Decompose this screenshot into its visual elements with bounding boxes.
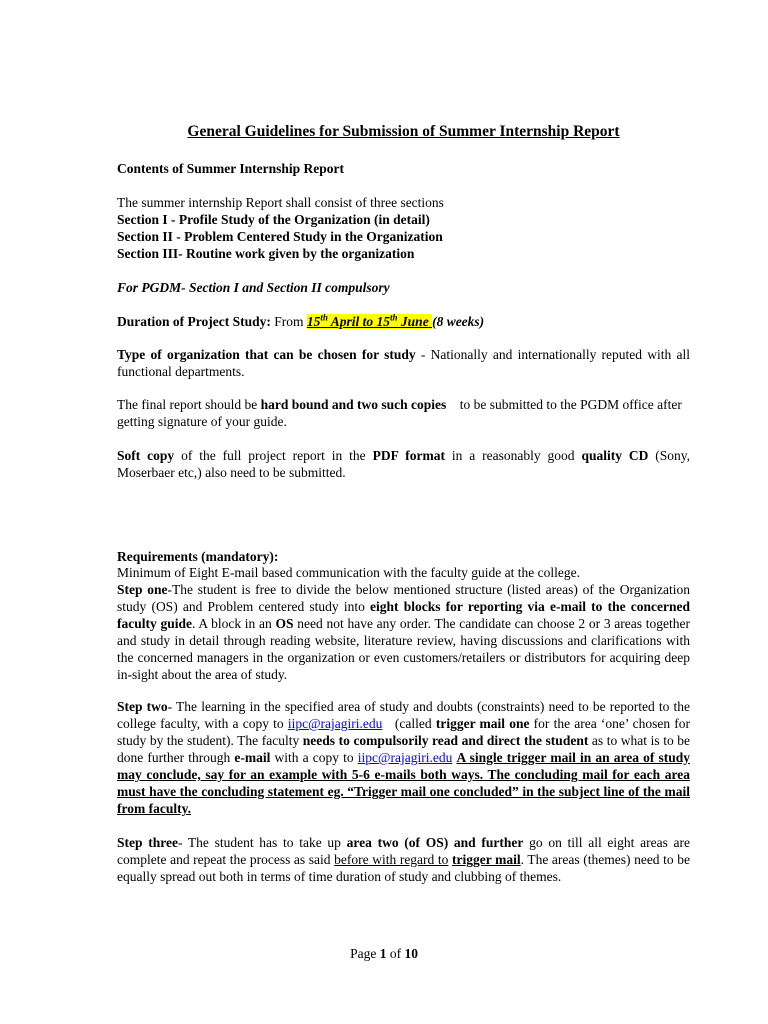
duration-dates: 15th April to 15th June <box>307 314 432 329</box>
step-three-paragraph: Step three- The student has to take up area two (of OS) and further go on till all eight areas are complete and repeat the process as said before with regard to trigger mail. The areas (themes) need to be equally spread out both in terms of time duration of study and clubbing of themes. <box>117 835 691 884</box>
email-link-1[interactable]: iipc@rajagiri.edu <box>287 716 383 731</box>
org-type-paragraph: Type of organization that can be chosen for study - Nationally and internationally reputed with all functional departments. <box>117 347 690 379</box>
page-footer: Page 1 of 10 <box>350 946 418 961</box>
requirements-heading: Requirements (mandatory): <box>117 549 279 564</box>
intro-text: The summer internship Report shall consist of three sections <box>117 195 444 210</box>
requirements-line: Minimum of Eight E-mail based communication with the faculty guide at the college. <box>117 565 581 580</box>
pgdm-note: For PGDM- Section I and Section II compulsory <box>117 280 390 295</box>
duration-label: Duration of Project Study: <box>117 314 271 329</box>
section-3: Section III- Routine work given by the organization <box>117 246 415 261</box>
document-title: General Guidelines for Submission of Summer Internship Report <box>187 123 620 140</box>
email-link-2[interactable]: iipc@rajagiri.edu <box>357 750 453 765</box>
section-1: Section I - Profile Study of the Organization (in detail) <box>117 212 430 227</box>
duration-line: Duration of Project Study: From 15th April to 15th June (8 weeks) <box>117 312 485 329</box>
soft-copy-paragraph: Soft copy of the full project report in the PDF format in a reasonably good quality CD (Sony, Moserbaer etc,) also need to be submitted. <box>117 448 691 480</box>
contents-heading: Contents of Summer Internship Report <box>117 161 345 176</box>
step-one-paragraph: Step one-The student is free to divide the below mentioned structure (listed areas) of the Organization study (OS) and Problem centered study into eight blocks for reporting via e-mail to the concerned faculty guide. A block in an OS need not have any order. The candidate can choose 2 or 3 areas together and study in detail through reading website, literature review, having discussions and clarifications with the concerned managers in the organization or even customers/retailers or distributors for acquiring deep in-sight about the area of study. <box>117 582 690 682</box>
step-two-paragraph: Step two- The learning in the specified area of study and doubts (constraints) need to be reported to the college faculty, with a copy to iipc@rajagiri.edu (called trigger mail one for the area ‘one’ chosen for study by the student). The faculty needs to compulsorily read and direct the student as to what is to be done further through e-mail with a copy to iipc@rajagiri.edu A single trigger mail in an area of study may conclude, say for an example with 5-6 e-mails both ways. The concluding mail for each area must have the concluding statement eg. “Trigger mail one concluded” in the subject line of the mail from faculty. <box>117 699 691 816</box>
final-report-paragraph: The final report should be hard bound and two such copies to be submitted to the PGDM office after getting signature of your guide. <box>117 397 682 429</box>
section-2: Section II - Problem Centered Study in the Organization <box>117 229 443 244</box>
